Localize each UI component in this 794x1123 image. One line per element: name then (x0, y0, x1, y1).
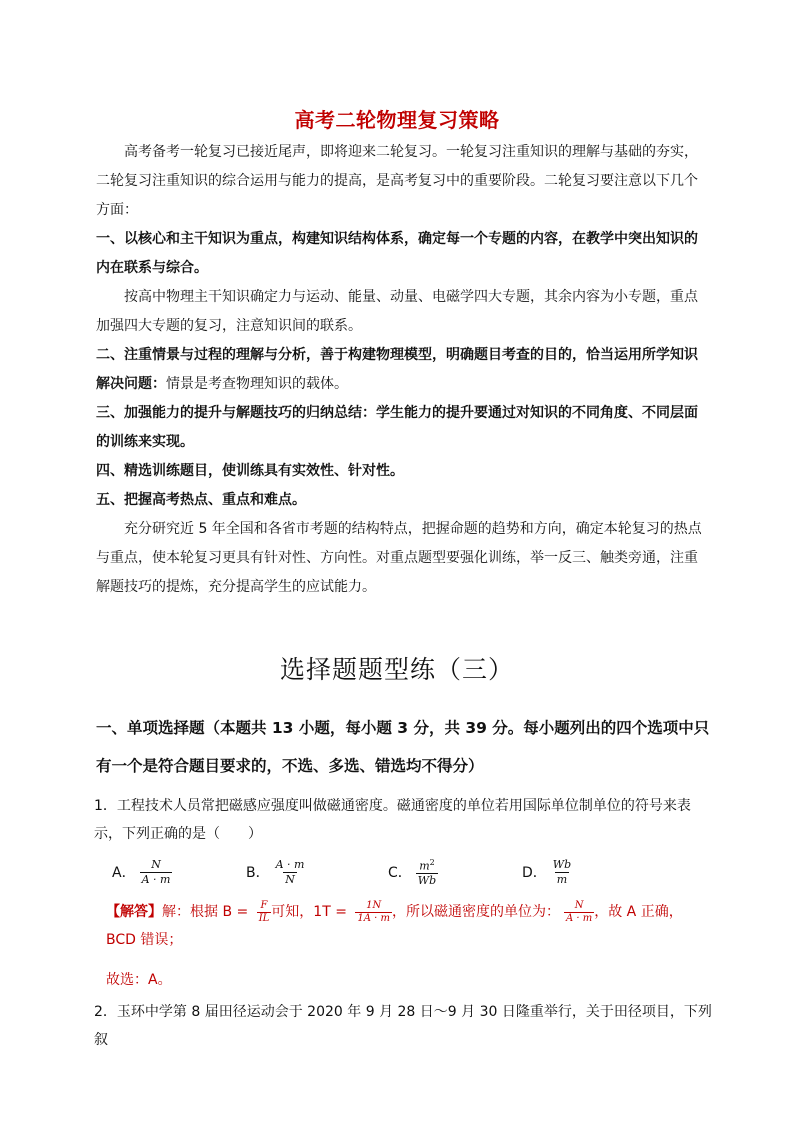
option-c-letter: C． (388, 865, 412, 881)
option-c-numerator-exponent: 2 (429, 857, 435, 867)
answer-fraction-formula (257, 900, 272, 925)
answer-fraction-formula-denominator: IL (258, 912, 270, 924)
option-a-fraction (140, 858, 173, 887)
answer-fraction-result-denominator: A · m (565, 912, 593, 924)
option-a-denominator: A · m (141, 872, 171, 886)
strategy-title: 高考二轮物理复习策略 (294, 108, 500, 132)
strategy-point-1: 一、以核心和主干知识为重点，构建知识结构体系，确定每一个专题的内容，在教学中突出知识的内在联系与综合。 (96, 231, 698, 276)
option-d-numerator: Wb (552, 857, 572, 871)
question-2-text: 玉环中学第 8 届田径运动会于 2020 年 9 月 28 日～9 月 30 日隆重举行，关于田径项目，下列叙 (94, 1004, 712, 1048)
answer-fraction-formula-numerator: F (260, 899, 268, 911)
option-b-letter: B． (246, 865, 270, 881)
strategy-point-3: 三、加强能力的提升与解题技巧的归纳总结：学生能力的提升要通过对知识的不同角度、不同层面的训练来实现。 (96, 405, 698, 450)
option-a (112, 852, 172, 892)
option-a-letter: A． (112, 865, 136, 881)
single-choice-section-heading: 一、单项选择题（本题共 13 小题，每小题 3 分，共 39 分。每小题列出的四个选项中只有一个是符合题目要求的，不选、多选、错选均不得分） (96, 719, 710, 775)
answer-tag: 【解答】 (106, 904, 162, 920)
strategy-point-2-tail: 情景是考查物理知识的载体。 (166, 376, 348, 392)
answer-fraction-unit-denominator: 1A · m (357, 912, 390, 924)
option-c-fraction (416, 856, 438, 889)
question-1-answer (106, 898, 710, 954)
option-a-numerator: N (151, 857, 161, 871)
strategy-point-1-body: 按高中物理主干知识确定力与运动、能量、动量、电磁学四大专题，其余内容为小专题，重点加强四大专题的复习，注意知识间的联系。 (96, 289, 698, 334)
strategy-point-2 (96, 341, 706, 399)
strategy-point-5: 五、把握高考热点、重点和难点。 (96, 492, 306, 508)
exercise-title: 选择题题型练（三） (279, 655, 514, 684)
option-d-denominator: m (556, 872, 568, 886)
question-1-number: 1． (94, 798, 117, 814)
answer-fraction-unit-numerator: 1N (366, 899, 382, 911)
answer-text-2: 可知，1T = (271, 904, 352, 920)
option-c-numerator-base: m (419, 859, 430, 873)
question-1-options (0, 852, 794, 892)
option-b (246, 852, 306, 892)
option-b-denominator: N (285, 872, 295, 886)
answer-fraction-unit (355, 900, 392, 925)
option-b-numerator: A · m (275, 857, 305, 871)
option-d-fraction (551, 858, 573, 887)
strategy-point-5-body: 充分研究近 5 年全国和各省市考题的结构特点，把握命题的趋势和方向，确定本轮复习的热点与重点，使本轮复习更具有针对性、方向性。对重点题型要强化训练，举一反三、触类旁通，注重解题技巧的提炼，充分提高学生的应试能力。 (96, 521, 702, 595)
question-1-text: 工程技术人员常把磁感应强度叫做磁通密度。磁通密度的单位若用国际单位制单位的符号来表示，下列正确的是（ ） (94, 798, 691, 842)
option-c-numerator (417, 856, 437, 874)
answer-fraction-result (564, 900, 594, 925)
option-d-letter: D． (522, 865, 547, 881)
strategy-point-2-head: 二、注重情景与过程的理解与分析，善于构建物理模型，明确题目考查的目的，恰当运用所学知识解决问题： (96, 347, 698, 392)
option-d (522, 852, 573, 892)
answer-text-4: ，故 A 正确，BCD 错误； (106, 904, 683, 948)
option-c (388, 852, 438, 892)
strategy-intro: 高考备考一轮复习已接近尾声，即将迎来二轮复习。一轮复习注重知识的理解与基础的夯实，二轮复习注重知识的综合运用与能力的提高，是高考复习中的重要阶段。二轮复习要注意以下几个方面： (96, 144, 698, 218)
strategy-point-4: 四、精选训练题目，使训练具有实效性、针对性。 (96, 463, 404, 479)
answer-choice: 故选：A。 (106, 972, 172, 988)
answer-fraction-result-numerator: N (574, 899, 584, 911)
question-1 (94, 792, 714, 848)
question-2-number: 2． (94, 1004, 117, 1020)
option-b-fraction (274, 858, 307, 887)
answer-text-1: 解：根据 B = (162, 904, 253, 920)
option-c-denominator: Wb (417, 874, 437, 888)
answer-text-3: ，所以磁通密度的单位为： (391, 904, 560, 920)
question-2 (94, 998, 714, 1054)
